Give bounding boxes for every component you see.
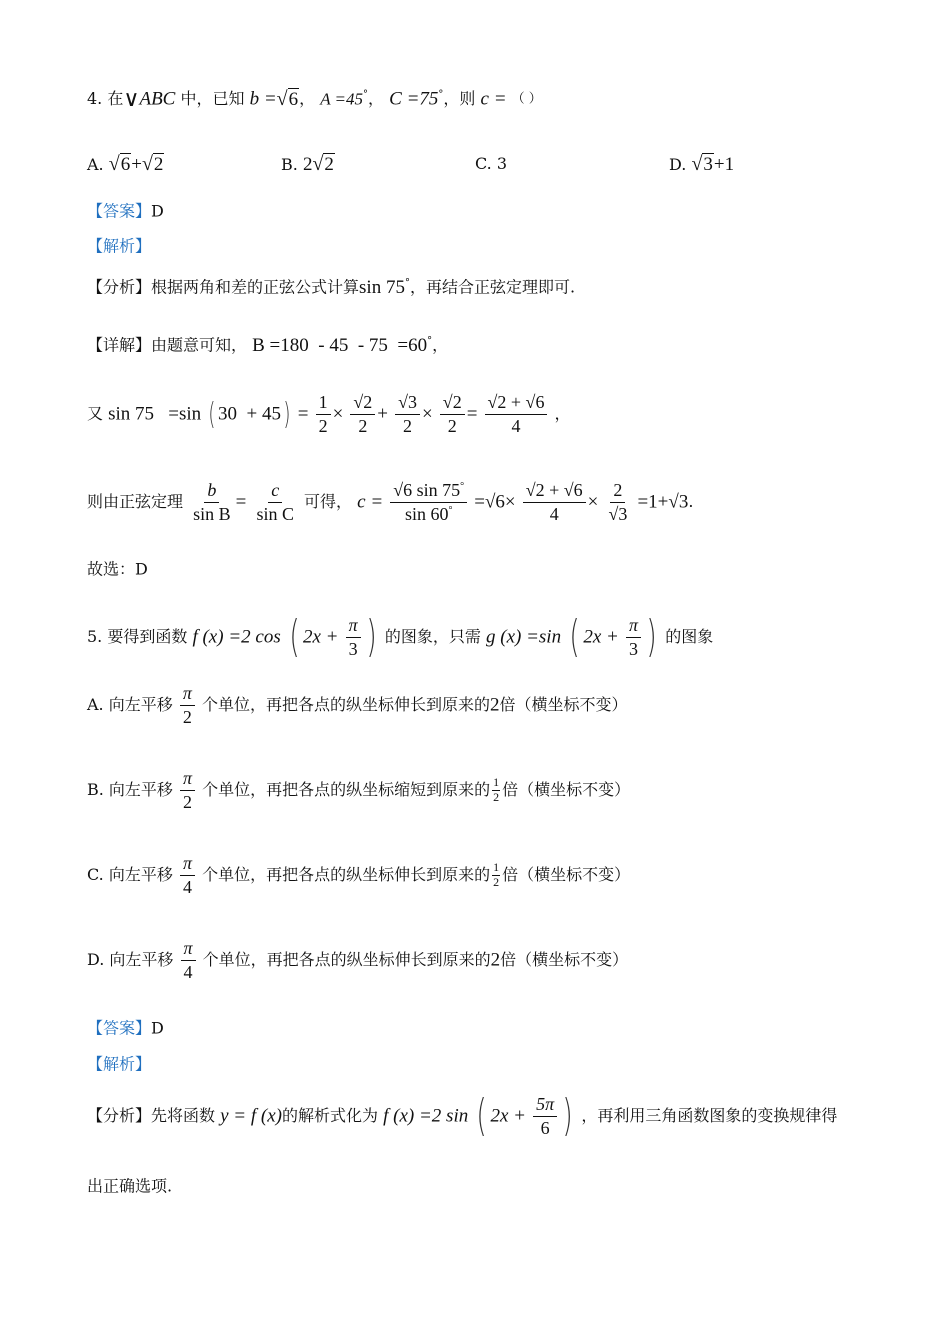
- plus: +: [377, 403, 388, 425]
- q4-conclusion: [87, 561, 148, 578]
- analysis-tag: 【解析】: [87, 236, 152, 256]
- fenxi-text: 的解析式化为: [282, 1106, 379, 1126]
- law-of-sines: 则由正弦定理 $\frac{b}{\text{sin B}}$ = $\frac{c}{\text{sin C}}$ 可得， c = $\frac{√6 \sin 75^\circ}{\sin 60^\circ}$ =√6× $\frac{√2 + √6}{4}$ × $\frac{2}{√3}$ =1+√3.: [87, 480, 694, 524]
- option-text: 倍（横坐标不变）: [502, 865, 631, 885]
- triangle-symbol: ∨: [123, 86, 140, 111]
- frac-half: $\frac{1}{2}$: [493, 859, 500, 889]
- kede-text: 可得，: [304, 492, 353, 512]
- q5-option-d: [87, 938, 628, 982]
- q5-stem: 5. 要得到函数 f (x) =2 cos ( 2x + $\frac{\pi}{3}$ ) 的图象，只需 g (x) =sin ( 2x + $\frac{\pi}{3}$ ) 的图象: [87, 611, 714, 663]
- q4-option-b: [281, 154, 335, 174]
- frac-r2-2b: $\frac{√2}{2}$: [440, 392, 465, 436]
- sqrt-6: √6: [108, 153, 131, 175]
- q4-option-d: [669, 154, 734, 174]
- period: .: [688, 492, 694, 512]
- fenxi-text: 先将函数: [151, 1106, 216, 1126]
- sin75: sin 75: [359, 277, 405, 298]
- final-r3: 3: [678, 491, 689, 513]
- q4-option-a: [87, 154, 164, 174]
- triangle-abc: ABC: [139, 88, 176, 110]
- option-text: D. 向左平移: [87, 950, 174, 970]
- q5-option-a: [87, 683, 627, 727]
- fenxi-text: ，再结合正弦定理即可.: [409, 277, 576, 297]
- frac-half: $\frac{1}{2}$: [493, 774, 500, 804]
- angle-a: A =45: [320, 89, 364, 109]
- frac-pi-4: $\frac{\pi}{4}$: [181, 938, 196, 982]
- frac-pi-2: $\frac{\pi}{2}$: [180, 768, 195, 812]
- q5-fenxi: 【分析】先将函数 y = f (x)的解析式化为 f (x) =2 sin ( 2x + $\frac{5\pi}{6}$ ) ，再利用三角函数图象的变换规律得: [87, 1090, 838, 1142]
- c-equals: c =: [480, 88, 507, 110]
- answer-tag: 【答案】: [87, 201, 152, 221]
- option-c-text: C. 3: [475, 154, 508, 173]
- inner-arg: 2x +: [302, 626, 339, 648]
- sqrt-2: √2: [141, 153, 164, 175]
- q5-option-b: [87, 768, 630, 812]
- frac-2-r3: $\frac{2}{√3}$: [608, 480, 628, 524]
- xiangjie-text: 由题意可知，: [151, 335, 248, 355]
- answer-blank: （ ）: [511, 91, 542, 107]
- q4-option-c: [475, 156, 507, 172]
- frac-5pi-6: $\frac{5\pi}{6}$: [533, 1094, 557, 1138]
- angle-b-equation: B =180 - 45 - 75 =60: [252, 335, 428, 356]
- q4-stem: 4. 在∨ABC 中，已知 b =√6， A =45°， C =75°，则 c = （ ）: [87, 86, 542, 111]
- frac-c-value: $\frac{√6 \sin 75^\circ}{\sin 60^\circ}$: [390, 480, 467, 524]
- comma: ，: [299, 89, 316, 108]
- q4-fenxi: 【分析】根据两角和差的正弦公式计算sin 75°，再结合正弦定理即可.: [87, 277, 576, 298]
- r6: 6: [495, 491, 505, 513]
- q4-text: 中，已知: [180, 89, 245, 108]
- frac-b-sinb: $\frac{b}{\text{sin B}}$: [193, 480, 231, 524]
- coef: 2: [302, 154, 313, 175]
- multiplier: 2: [490, 949, 501, 971]
- fenxi-tag: 【分析】: [87, 1106, 152, 1126]
- times: ×: [504, 491, 516, 513]
- option-label: D.: [669, 155, 687, 174]
- frac-sum2: $\frac{√2 + √6}{4}$: [523, 480, 586, 524]
- plus-one: +1: [713, 154, 735, 175]
- frac-pi-2: $\frac{\pi}{2}$: [180, 683, 195, 727]
- answer-tag: 【答案】: [87, 1018, 152, 1038]
- frac-pi-4: $\frac{\pi}{4}$: [180, 853, 195, 897]
- q5-text: 的图象，只需: [384, 627, 481, 647]
- q5-number: 5. 要得到函数: [87, 627, 188, 647]
- fenxi-tag: 【分析】: [87, 277, 152, 297]
- frac-c-sinc: $\frac{c}{\text{sin C}}$: [256, 480, 294, 524]
- c-equals: c =: [357, 491, 384, 513]
- option-text: 倍（横坐标不变）: [500, 950, 629, 970]
- fenxi-text: 出正确选项.: [87, 1176, 173, 1196]
- inner-arg: 2x +: [583, 626, 619, 648]
- q4-xiangjie: 【详解】由题意可知， B =180 - 45 - 75 =60°，: [87, 335, 449, 356]
- answer-value: D: [151, 1018, 164, 1038]
- comma: ，: [368, 89, 385, 108]
- frac-r3-2: $\frac{√3}{2}$: [395, 392, 420, 436]
- times: ×: [587, 491, 599, 513]
- q5-answer: [87, 1020, 164, 1037]
- frac-sum: $\frac{√2 + √6}{4}$: [485, 392, 548, 436]
- f-definition: f (x) =2 cos: [192, 626, 281, 648]
- q5-text-end: 的图象: [665, 627, 714, 647]
- comma: ，: [554, 404, 571, 424]
- option-text: 个单位，再把各点的纵坐标缩短到原来的: [202, 780, 491, 800]
- q5-fenxi-cont: [87, 1178, 172, 1195]
- zeyou-text: 则由正弦定理: [87, 492, 184, 512]
- option-label: A.: [87, 155, 104, 174]
- analysis-tag: 【解析】: [87, 1054, 152, 1074]
- g-definition: g (x) =sin: [486, 626, 562, 648]
- option-text: 个单位，再把各点的纵坐标伸长到原来的: [201, 695, 490, 715]
- fenxi-text: 根据两角和差的正弦公式计算: [151, 277, 360, 297]
- frac-pi-3: $\frac{\pi}{3}$: [346, 615, 361, 659]
- b-equals: b =: [249, 88, 277, 110]
- answer-value: D: [151, 201, 164, 221]
- guxuan-text: 故选：D: [87, 559, 148, 579]
- plus: +: [131, 154, 142, 175]
- sum-angle: 30 + 45: [217, 403, 281, 425]
- option-label: B.: [281, 155, 298, 174]
- option-text: 个单位，再把各点的纵坐标伸长到原来的: [202, 865, 491, 885]
- y-eq-fx: y = f (x): [220, 1105, 282, 1127]
- option-text: B. 向左平移: [87, 780, 173, 800]
- option-text: C. 向左平移: [87, 865, 173, 885]
- option-text: 倍（横坐标不变）: [502, 780, 631, 800]
- f-rewritten: f (x) =2 sin: [383, 1105, 469, 1127]
- sin-eq: sin 75 =sin: [108, 403, 202, 425]
- equals: =: [466, 403, 478, 425]
- q5-option-c: [87, 853, 630, 897]
- fenxi-text: ，再利用三角函数图象的变换规律得: [581, 1106, 838, 1126]
- times: ×: [332, 403, 344, 425]
- option-text: A. 向左平移: [87, 695, 173, 715]
- sqrt-2: √2: [312, 153, 334, 175]
- q4-analysis: [87, 238, 151, 255]
- final-eq: =1+: [637, 491, 669, 513]
- inner-arg: 2x +: [490, 1105, 527, 1127]
- q5-analysis: [87, 1056, 151, 1073]
- q4-answer: [87, 203, 164, 220]
- angle-c: C =75: [389, 88, 439, 110]
- multiplier: 2: [489, 694, 500, 716]
- q4-text-end: ，则: [443, 89, 476, 108]
- sqrt-6: √6: [276, 88, 299, 110]
- sqrt-3: √3: [691, 153, 713, 175]
- frac-half: $\frac{1}{2}$: [316, 392, 331, 436]
- frac-r2-2: $\frac{√2}{2}$: [350, 392, 375, 436]
- q4-number: 4. 在: [87, 89, 124, 108]
- option-text: 个单位，再把各点的纵坐标伸长到原来的: [202, 950, 491, 970]
- xiangjie-tag: 【详解】: [87, 335, 152, 355]
- equals: =: [297, 403, 309, 425]
- option-text: 倍（横坐标不变）: [499, 695, 628, 715]
- frac-pi-3: $\frac{\pi}{3}$: [626, 615, 641, 659]
- you: 又: [87, 404, 104, 424]
- sin75-expansion: 又 sin 75 =sin ( 30 + 45) = $\frac{1}{2}$ × $\frac{√2}{2}$ + $\frac{√3}{2}$ × $\frac{√2}{2}$ = $\frac{√2 + √6}{4}$ ，: [87, 392, 571, 436]
- times: ×: [421, 403, 433, 425]
- comma: ，: [432, 335, 449, 355]
